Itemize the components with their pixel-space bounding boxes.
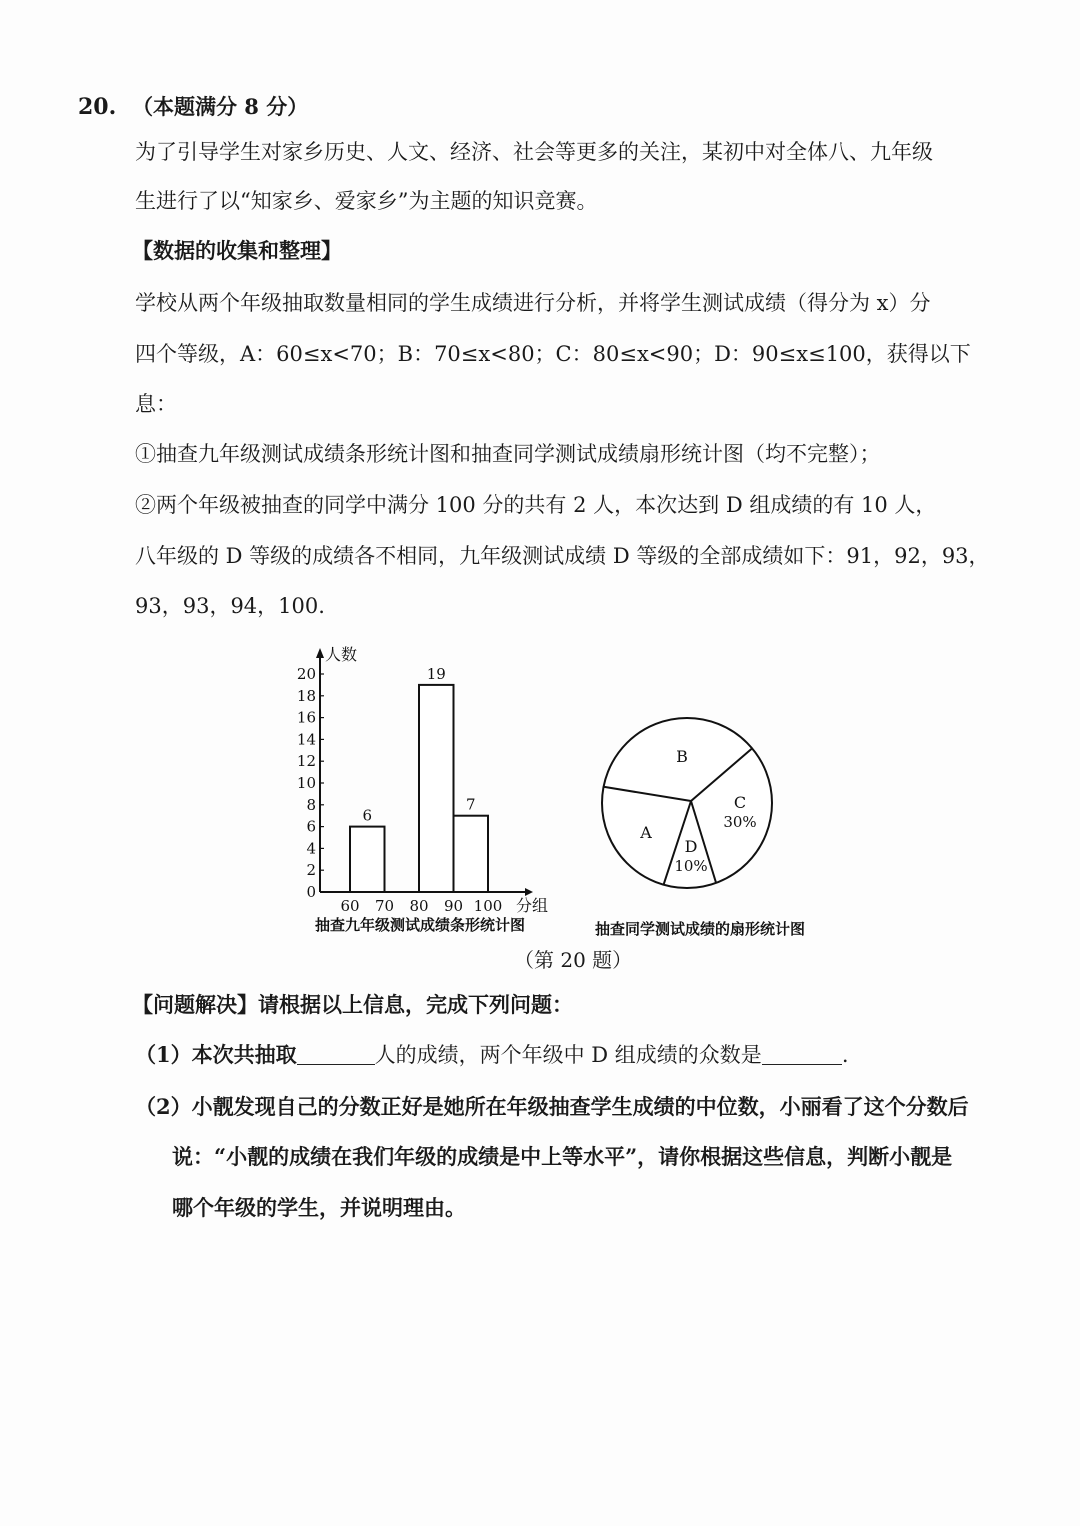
y-tick-label: 18 [296, 686, 316, 705]
y-tick-label: 6 [306, 817, 316, 836]
pie-chart [595, 718, 805, 938]
y-tick-label: 8 [306, 795, 316, 814]
x-tick-label: 100 [473, 897, 503, 915]
y-tick-label: 10 [296, 774, 316, 792]
bar-chart [297, 645, 548, 934]
figure-caption: （第 20 题） [514, 948, 633, 972]
intro-line-1: 为了引导学生对家乡历史、人文、经济、社会等更多的关注，某初中对全体八、九年级 [135, 140, 933, 164]
q1-suffix: . [841, 1043, 849, 1067]
info-line-2b: 八年级的 D 等级的成绩各不相同，九年级测试成绩 D 等级的全部成绩如下：91，92，93， [135, 544, 990, 568]
bar [419, 685, 454, 892]
bar [454, 816, 489, 892]
collect-line-2: 四个等级，A：60≤x<70；B：70≤x<80；C：80≤x<90；D：90≤x≤100，获得以下 [135, 342, 971, 366]
pie-slice-label-a: A [640, 823, 652, 842]
x-axis-label: 分组 [516, 896, 549, 915]
pie-slice-value-c: 30% [723, 813, 757, 831]
section-solve-heading: 【问题解决】请根据以上信息，完成下列问题： [132, 992, 573, 1017]
question-number: 20. [78, 94, 117, 120]
bar-value-label: 7 [465, 795, 476, 814]
answer-blank-2[interactable] [762, 1044, 842, 1065]
y-axis-label: 人数 [325, 645, 358, 664]
figure-charts [290, 640, 850, 940]
x-tick-label: 60 [340, 897, 360, 915]
q1-middle: 人的成绩，两个年级中 D 组成绩的众数是 [374, 1043, 762, 1067]
x-axis-arrow [525, 888, 533, 896]
y-tick-label: 16 [296, 708, 316, 727]
question-header: （本题满分 8 分） [132, 94, 309, 119]
bar-value-label: 6 [362, 806, 373, 825]
y-tick-label: 2 [306, 861, 316, 880]
y-tick-label: 0 [306, 883, 316, 901]
x-tick-label: 70 [374, 897, 395, 915]
question-2-line-2: 说：“小靓的成绩在我们年级的成绩是中上等水平”，请你根据这些信息，判断小靓是 [172, 1144, 953, 1169]
y-tick-label: 12 [296, 752, 316, 771]
collect-line-3: 息： [135, 392, 177, 416]
info-line-1: ①抽查九年级测试成绩条形统计图和抽查同学测试成绩扇形统计图（均不完整）； [135, 442, 881, 466]
pie-slice-label-d: D [684, 837, 698, 856]
bar [350, 827, 385, 892]
q1-prefix: （1）本次共抽取 [135, 1042, 297, 1067]
pie-slice-label-c: C [733, 793, 747, 812]
y-axis-arrow [316, 648, 324, 658]
info-line-2a: ②两个年级被抽查的同学中满分 100 分的共有 2 人，本次达到 D 组成绩的有 10 人， [135, 493, 937, 517]
x-tick-label: 80 [409, 897, 429, 915]
section-collect-heading: 【数据的收集和整理】 [132, 238, 342, 263]
question-2-line-3: 哪个年级的学生，并说明理由。 [172, 1195, 466, 1220]
x-tick-label: 90 [443, 897, 464, 915]
bar-value-label: 19 [426, 664, 446, 683]
question-1 [135, 1040, 849, 1070]
y-tick-label: 14 [296, 730, 316, 749]
bar-chart-title: 抽查九年级测试成绩条形统计图 [314, 916, 526, 934]
pie-slice-label-b: B [676, 747, 688, 766]
y-tick-label: 20 [296, 665, 316, 683]
info-line-2c: 93，93，94，100. [135, 594, 325, 618]
collect-line-1: 学校从两个年级抽取数量相同的学生成绩进行分析，并将学生测试成绩（得分为 x）分 [135, 291, 931, 315]
pie-chart-title: 抽查同学测试成绩的扇形统计图 [594, 920, 806, 938]
question-2-line-1: （2）小靓发现自己的分数正好是她所在年级抽查学生成绩的中位数，小丽看了这个分数后 [135, 1094, 969, 1119]
y-tick-label: 4 [306, 839, 316, 858]
pie-slice-value-d: 10% [674, 857, 708, 875]
answer-blank-1[interactable] [297, 1044, 375, 1065]
intro-line-2: 生进行了以“知家乡、爱家乡”为主题的知识竞赛。 [135, 189, 598, 213]
